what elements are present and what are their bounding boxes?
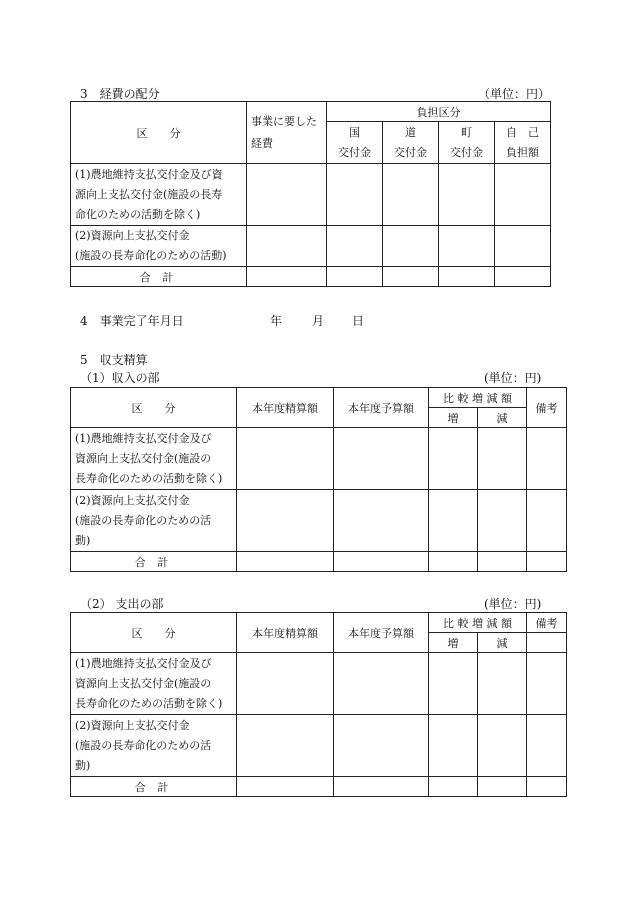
income-header-hikaku: 比 較 増 減 額 [429,388,527,408]
exp-header-kubun: 区 分 [71,613,237,653]
header-futan: 負担区分 [327,102,551,122]
header-jiko-1: 自 己 [506,125,539,139]
exp-row2-line1: (2)資源向上支払交付金 [75,718,190,732]
header-kubun: 区 分 [71,102,247,164]
table-row [71,267,551,287]
exp-row2-line2: (施設の長寿命化のための活 [75,738,212,752]
expenditure-unit: (単位：円) [484,597,542,611]
row1-line3: 命化のための活動を除く) [75,207,201,221]
income-row2-label [71,490,237,552]
row2-line1: (2)資源向上支払交付金 [75,229,190,242]
exp-total-label: 合 計 [71,777,237,797]
total-label: 合 計 [71,267,247,287]
income-header-kessan: 本年度精算額 [237,388,334,428]
section3-unit: （単位：円） [478,87,551,101]
row2-label [71,226,247,267]
table-row [71,653,567,715]
row1-line2: 源向上支払交付金(施設の長寿 [75,187,223,201]
header-do-1: 道 [405,125,416,139]
row1-label [71,164,247,226]
income-row1-line1: (1)農地維持支払交付金及び [75,431,212,445]
income-table [70,387,567,572]
income-row1-line3: 長寿命化のための活動を除く) [75,471,223,485]
table-row [71,490,567,552]
header-do-2: 交付金 [394,145,427,159]
header-cho-1: 町 [461,125,472,139]
income-header-zou: 増 [429,408,478,428]
expense-allocation-table [70,101,551,287]
exp-header-gen: 減 [478,633,527,653]
exp-row1-label [71,653,237,715]
section5-heading: 5 収支精算 [80,353,148,367]
income-header-biko: 備考 [527,388,567,428]
header-jiko-2: 負担額 [506,145,539,159]
income-row1-line2: 資源向上支払交付金(施設の [75,451,212,465]
day-label: 日 [352,314,365,328]
header-kuni-2: 交付金 [338,145,371,159]
exp-header-biko: 備考 [527,613,567,633]
exp-row2-line3: 動) [75,758,91,772]
table-row [71,164,551,226]
exp-header-hikaku: 比 較 増 減 額 [429,613,527,633]
exp-row1-line3: 長寿命化のための活動を除く) [75,696,223,710]
exp-row1-line2: 資源向上支払交付金(施設の [75,676,212,690]
header-jiko [495,122,551,164]
table-row [71,428,567,490]
header-do [383,122,439,164]
table-row [71,777,567,797]
income-part-label: （1）収入の部 [80,371,160,385]
completion-date-label: 4 事業完了年月日 [80,314,184,328]
row2-line2: (施設の長寿命化のための活動) [75,249,227,262]
income-row2-line3: 動) [75,533,91,547]
row1-line1: (1)農地維持支払交付金及び資 [75,167,223,181]
table-row [71,552,567,572]
header-cho-2: 交付金 [450,145,483,159]
exp-header-kessan: 本年度精算額 [237,613,334,653]
header-keihi-line2: 経費 [251,136,273,150]
table-row [71,715,567,777]
section3-heading: 3 経費の配分 [80,87,160,101]
income-row2-line1: (2)資源向上支払交付金 [75,493,190,507]
exp-header-yosan: 本年度予算額 [334,613,429,653]
header-keihi-line1: 事業に要した [251,114,317,128]
exp-header-zou: 増 [429,633,478,653]
year-label: 年 [270,314,283,328]
income-header-gen: 減 [478,408,527,428]
month-label: 月 [312,314,325,328]
header-kuni-1: 国 [349,125,360,139]
exp-row1-line1: (1)農地維持支払交付金及び [75,656,212,670]
income-header-kubun: 区 分 [71,388,237,428]
exp-row2-label [71,715,237,777]
header-keihi [247,102,327,164]
income-row1-label [71,428,237,490]
expenditure-table [70,612,567,797]
income-total-label: 合 計 [71,552,237,572]
expenditure-part-label: （2） 支出の部 [80,597,164,611]
header-cho [439,122,495,164]
income-unit: (単位：円) [484,371,542,385]
header-kuni [327,122,383,164]
table-row [71,226,551,267]
income-row2-line2: (施設の長寿命化のための活 [75,513,212,527]
income-header-yosan: 本年度予算額 [334,388,429,428]
